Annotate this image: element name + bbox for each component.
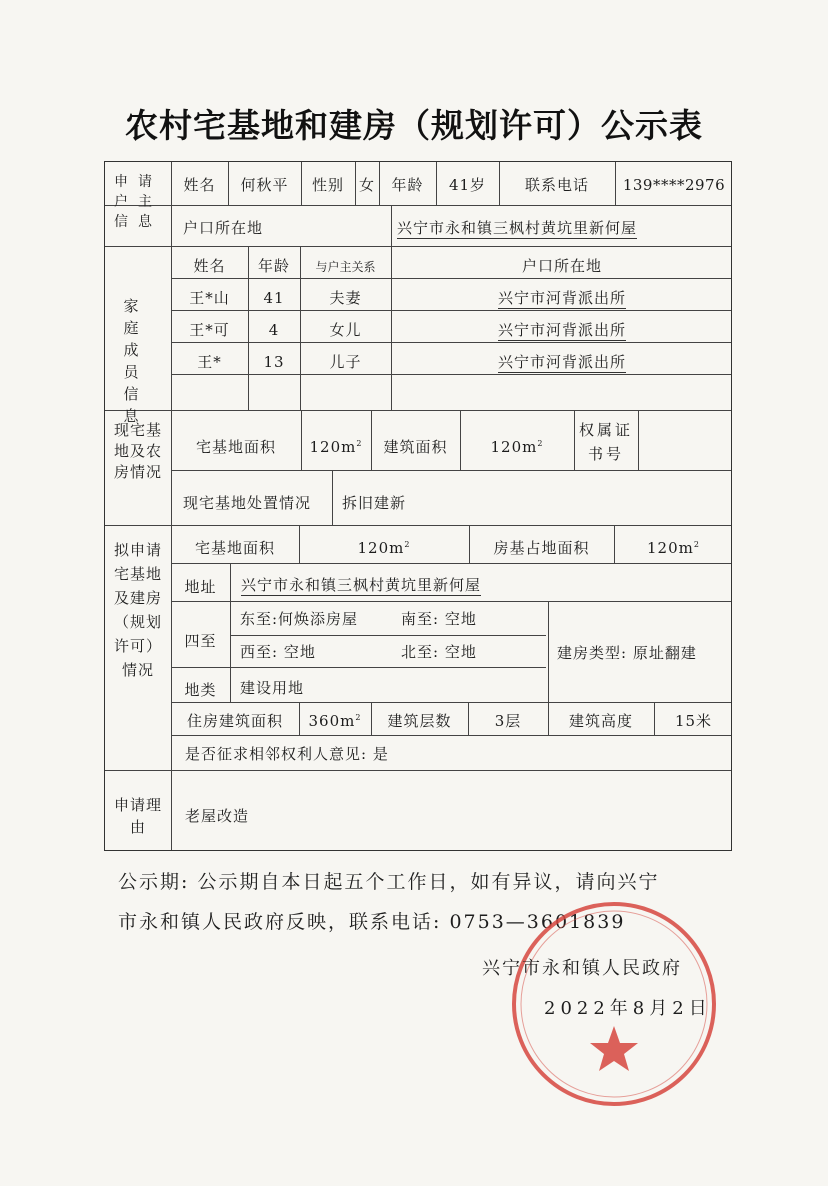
footprint-value: $120m^2$	[647, 539, 700, 557]
current-section-label: 现宅基地及农房情况	[113, 421, 162, 481]
family-member-name: 王*山	[189, 289, 230, 307]
height-label: 建筑高度	[568, 712, 633, 730]
land-type-value: 建设用地	[240, 679, 305, 697]
family-member-name: 王*	[197, 353, 222, 371]
reason-text: 老屋改造	[185, 807, 250, 825]
signature-org: 兴宁市永和镇人民政府	[482, 958, 682, 979]
cert-label: 权属证书号	[578, 421, 633, 463]
family-member-age: 4	[268, 321, 280, 339]
family-member-relation: 夫妻	[329, 289, 362, 307]
build-type: 建房类型: 原址翻建	[557, 644, 697, 662]
res-area-value: $360m^2$	[308, 712, 362, 730]
address-label: 地址	[184, 578, 217, 596]
current-build-area: $120m^2$	[490, 438, 544, 456]
disposal-label: 现宅基地处置情况	[183, 494, 312, 512]
notice-line-1: 公示期: 公示期自本日起五个工作日，如有异议，请向兴宁	[118, 871, 660, 893]
floors-value: 3层	[494, 712, 522, 730]
bounds-label: 四至	[184, 632, 217, 650]
address-value: 兴宁市永和镇三枫村黄坑里新何屋	[241, 576, 482, 594]
bound-west: 西至: 空地	[240, 643, 316, 661]
bound-east: 东至:何焕添房屋	[240, 610, 359, 628]
disposal-value: 拆旧建新	[342, 494, 407, 512]
family-member-name: 王*可	[189, 321, 230, 339]
land-type-label: 地类	[184, 681, 217, 699]
notice-line-2: 市永和镇人民政府反映，联系电话: 0753—3601839	[118, 911, 626, 933]
family-member-relation: 女儿	[329, 321, 362, 339]
publicity-table	[104, 161, 732, 851]
bound-south: 南至: 空地	[401, 610, 477, 628]
applicant-phone-label: 联系电话	[524, 176, 589, 194]
applicant-phone: 139****2976	[622, 176, 726, 194]
family-member-age: 13	[263, 353, 285, 371]
family-member-age: 41	[263, 289, 285, 307]
seal-star-icon	[590, 1026, 638, 1071]
current-land-area-label: 宅基地面积	[195, 438, 276, 456]
proposed-land-area-label: 宅基地面积	[194, 539, 275, 557]
family-header-hukou: 户口所在地	[521, 257, 602, 275]
floors-label: 建筑层数	[387, 712, 452, 730]
applicant-name: 何秋平	[240, 176, 289, 194]
applicant-sex-label: 性别	[311, 176, 344, 194]
family-member-relation: 儿子	[329, 353, 362, 371]
proposed-section-label: 拟申请宅基地及建房（规划许可）情况	[113, 541, 162, 679]
current-land-area: $120m^2$	[309, 438, 363, 456]
res-area-label: 住房建筑面积	[186, 712, 283, 730]
height-value: 15米	[674, 712, 713, 730]
proposed-land-area: $120m^2$	[357, 539, 411, 557]
family-section-label: 家庭成员信息	[123, 297, 153, 425]
applicant-hukou-label: 户口所在地	[183, 219, 264, 237]
family-header-relation: 与户主关系	[315, 260, 376, 274]
signature-date: 2022年8月2日	[544, 998, 712, 1019]
family-header-age: 年龄	[257, 257, 290, 275]
applicant-age-label: 年龄	[391, 176, 424, 194]
family-header-name: 姓名	[193, 257, 226, 275]
bound-north: 北至: 空地	[401, 643, 477, 661]
family-member-hukou: 兴宁市河背派出所	[497, 289, 626, 307]
applicant-hukou: 兴宁市永和镇三枫村黄坑里新何屋	[397, 219, 638, 237]
reason-section-label: 申请理由	[113, 796, 162, 836]
current-build-area-label: 建筑面积	[383, 438, 448, 456]
form-title: 农村宅基地和建房（规划许可）公示表	[125, 106, 703, 145]
applicant-section-label: 申请户主信息	[114, 174, 162, 230]
applicant-age: 41岁	[448, 176, 487, 194]
family-member-hukou: 兴宁市河背派出所	[497, 321, 626, 339]
footprint-label: 房基占地面积	[493, 539, 590, 557]
applicant-sex: 女	[358, 176, 375, 194]
neighbor-consent: 是否征求相邻权利人意见: 是	[185, 745, 389, 763]
applicant-name-label: 姓名	[183, 176, 216, 194]
family-member-hukou: 兴宁市河背派出所	[497, 353, 626, 371]
